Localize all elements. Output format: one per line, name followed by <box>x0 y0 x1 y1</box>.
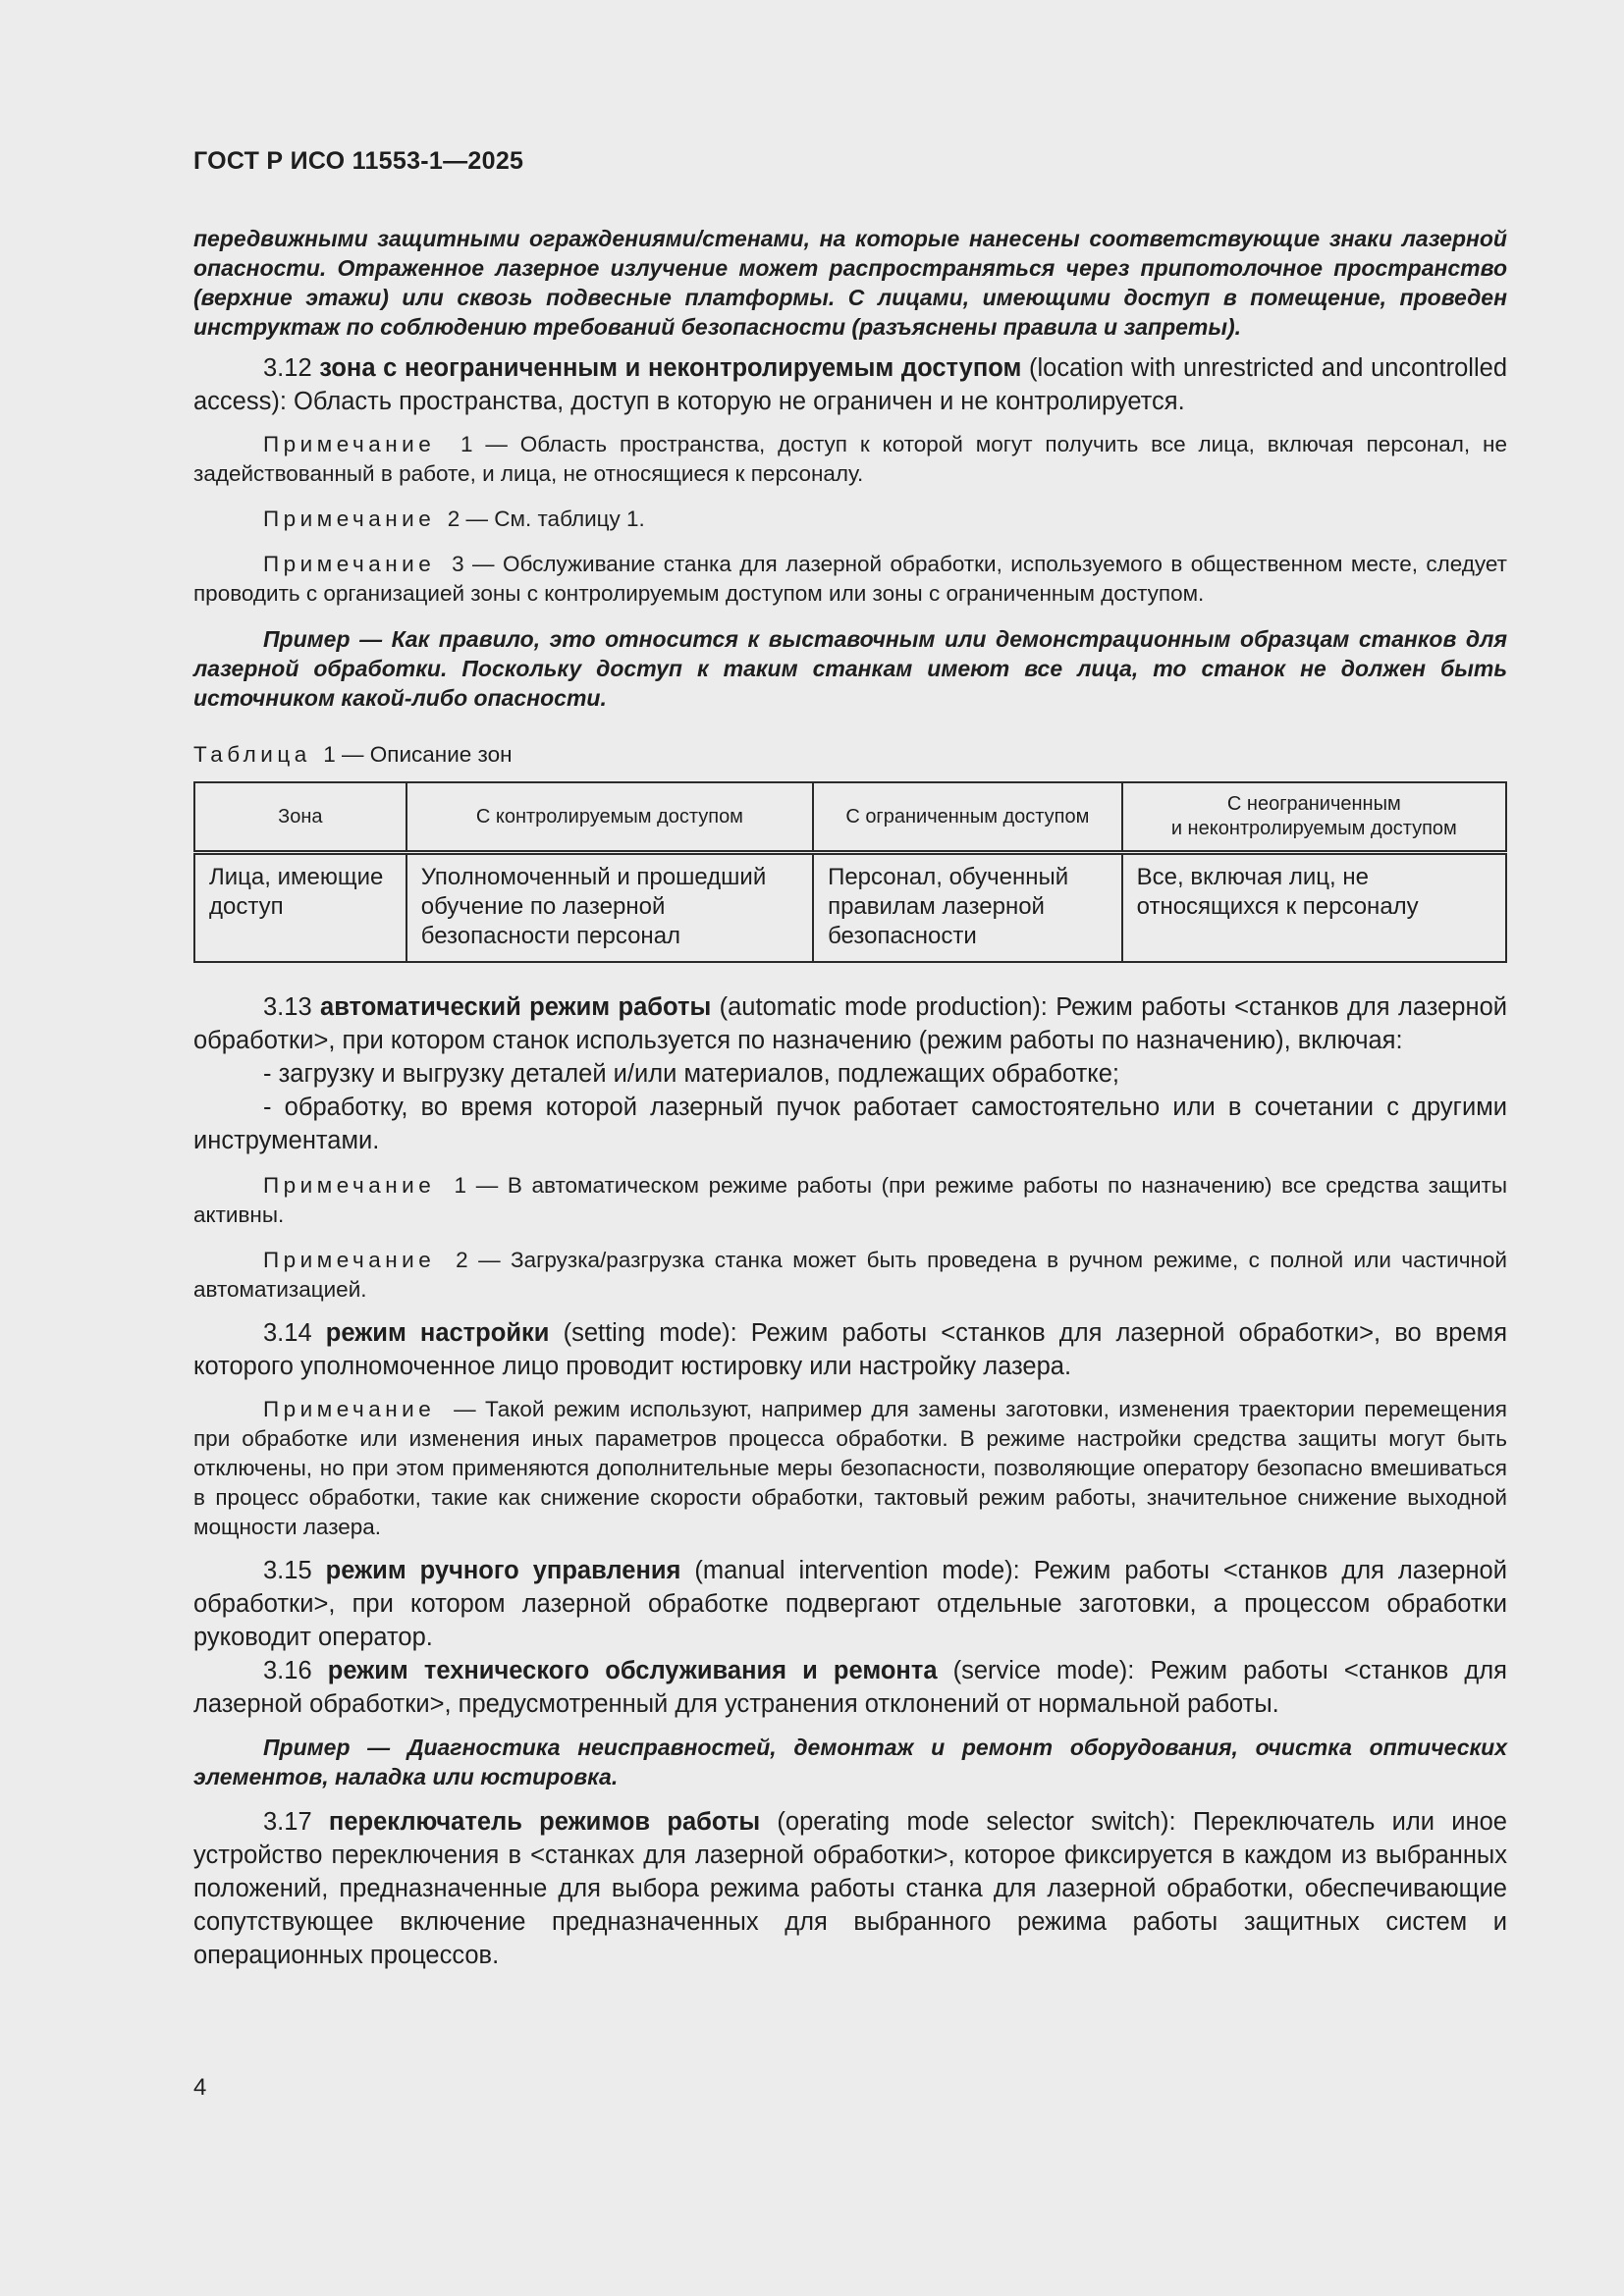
list-item: - загрузку и выгрузку деталей и/или материалов, подлежащих обработке; <box>263 1060 1119 1088</box>
table-cell: Уполномоченный и прошедший обучение по лазерной безопасности персонал <box>406 853 813 963</box>
intro-paragraph: передвижными защитными ограждениями/стенами, на которые нанесены соответствующие знаки лазерной опасности. Отраженное лазерное излучение может распространяться через припотолочное пространство (верхние этажи) или сквозь подвесные платформы. С лицами, имеющими доступ в помещение, проведен инструктаж по соблюдению требований безопасности (разъяснены правила и запреты). <box>193 226 1507 340</box>
term-3-13: автоматический режим работы <box>320 993 712 1021</box>
term-3-16: режим технического обслуживания и ремонта <box>327 1657 938 1684</box>
table-header-cell: С неограниченным и неконтролируемым доступом <box>1122 782 1506 853</box>
note-3-13-1: Примечание 1 — В автоматическом режиме работы (при режиме работы по назначению) все средства защиты активны. <box>193 1173 1507 1227</box>
table-row <box>194 853 1506 963</box>
example-3-12: Пример — Как правило, это относится к выставочным или демонстрационным образцам станков для лазерной обработки. Поскольку доступ к таким станкам имеют все лица, то станок не должен быть источником какой-либо опасности. <box>193 626 1507 711</box>
page-number: 4 <box>193 2074 207 2101</box>
clause-3-14: 3.14 режим настройки (setting mode): Режим работы <станков для лазерной обработки>, во время которого уполномоченное лицо проводит юстировку или настройку лазера. <box>193 1319 1508 1380</box>
note-3-13-2: Примечание 2 — Загрузка/разгрузка станка может быть проведена в ручном режиме, с полной или частичной автоматизацией. <box>193 1248 1507 1302</box>
note-3-12-2: Примечание 2 — См. таблицу 1. <box>263 507 645 531</box>
clause-3-12: 3.12 зона с неограниченным и неконтролируемым доступом (location with unrestricted and uncontrolled access): Область пространства, доступ в которую не ограничен и не контролируется. <box>193 354 1508 415</box>
table-header-row <box>194 782 1506 853</box>
clause-3-16: 3.16 режим технического обслуживания и ремонта (service mode): Режим работы <станков для лазерной обработки>, предусмотренный для устранения отклонений от нормальной работы. <box>193 1657 1507 1718</box>
term-3-14: режим настройки <box>325 1319 550 1347</box>
example-3-16: Пример — Диагностика неисправностей, демонтаж и ремонт оборудования, очистка оптических элементов, наладка или юстировка. <box>193 1735 1507 1789</box>
clause-3-13: 3.13 автоматический режим работы (automatic mode production): Режим работы <станков для лазерной обработки>, при котором станок используется по назначению (режим работы по назначению), включая: <box>193 993 1507 1054</box>
clause-3-15: 3.15 режим ручного управления (manual intervention mode): Режим работы <станков для лазерной обработки>, при котором лазерной обработке подвергают отдельные заготовки, а процессом обработки руководит оператор. <box>193 1557 1507 1651</box>
document-body <box>193 224 1507 1972</box>
table-header-cell: С контролируемым доступом <box>406 782 813 853</box>
table-header-cell: Зона <box>194 782 406 853</box>
term-3-17: переключатель режимов работы <box>328 1808 761 1836</box>
table-cell: Лица, имеющие доступ <box>194 853 406 963</box>
clause-3-17: 3.17 переключатель режимов работы (operating mode selector switch): Переключатель или иное устройство переключения в <станках для лазерной обработки>, которое фиксируется в каждом из выбранных положений, предназначенные для выбора режима работы станка для лазерной обработки, обеспечивающие сопутствующее включение предназначенных для выбранного режима работы защитных систем и операционных процессов. <box>193 1808 1507 1969</box>
list-item: - обработку, во время которой лазерный пучок работает самостоятельно или в сочетании с другими инструментами. <box>193 1094 1507 1154</box>
table-header-cell: С ограниченным доступом <box>813 782 1122 853</box>
table-caption: Таблица 1 — Описание зон <box>193 742 513 767</box>
table-cell: Все, включая лиц, не относящихся к персоналу <box>1122 853 1506 963</box>
term-3-15: режим ручного управления <box>325 1557 681 1584</box>
standard-header: ГОСТ Р ИСО 11553-1—2025 <box>193 147 524 175</box>
term-3-12: зона с неограниченным и неконтролируемым доступом <box>319 354 1022 382</box>
table-cell: Персонал, обученный правилам лазерной безопасности <box>813 853 1122 963</box>
note-3-12-3: Примечание 3 — Обслуживание станка для лазерной обработки, используемого в общественном месте, следует проводить с организацией зоны с контролируемым доступом или зоны с ограниченным доступом. <box>193 552 1507 606</box>
note-3-14: Примечание — Такой режим используют, например для замены заготовки, изменения траектории перемещения при обработке или изменения иных параметров процесса обработки. В режиме настройки средства защиты могут быть отключены, но при этом применяются дополнительные меры безопасности, позволяющие оператору безопасно вмешиваться в процесс обработки, такие как снижение скорости обработки, тактовый режим работы, значительное снижение выходной мощности лазера. <box>193 1397 1507 1539</box>
note-3-12-1: Примечание 1 — Область пространства, доступ к которой могут получить все лица, включая персонал, не задействованный в работе, и лица, не относящиеся к персоналу. <box>193 432 1507 486</box>
zones-table <box>193 781 1507 963</box>
